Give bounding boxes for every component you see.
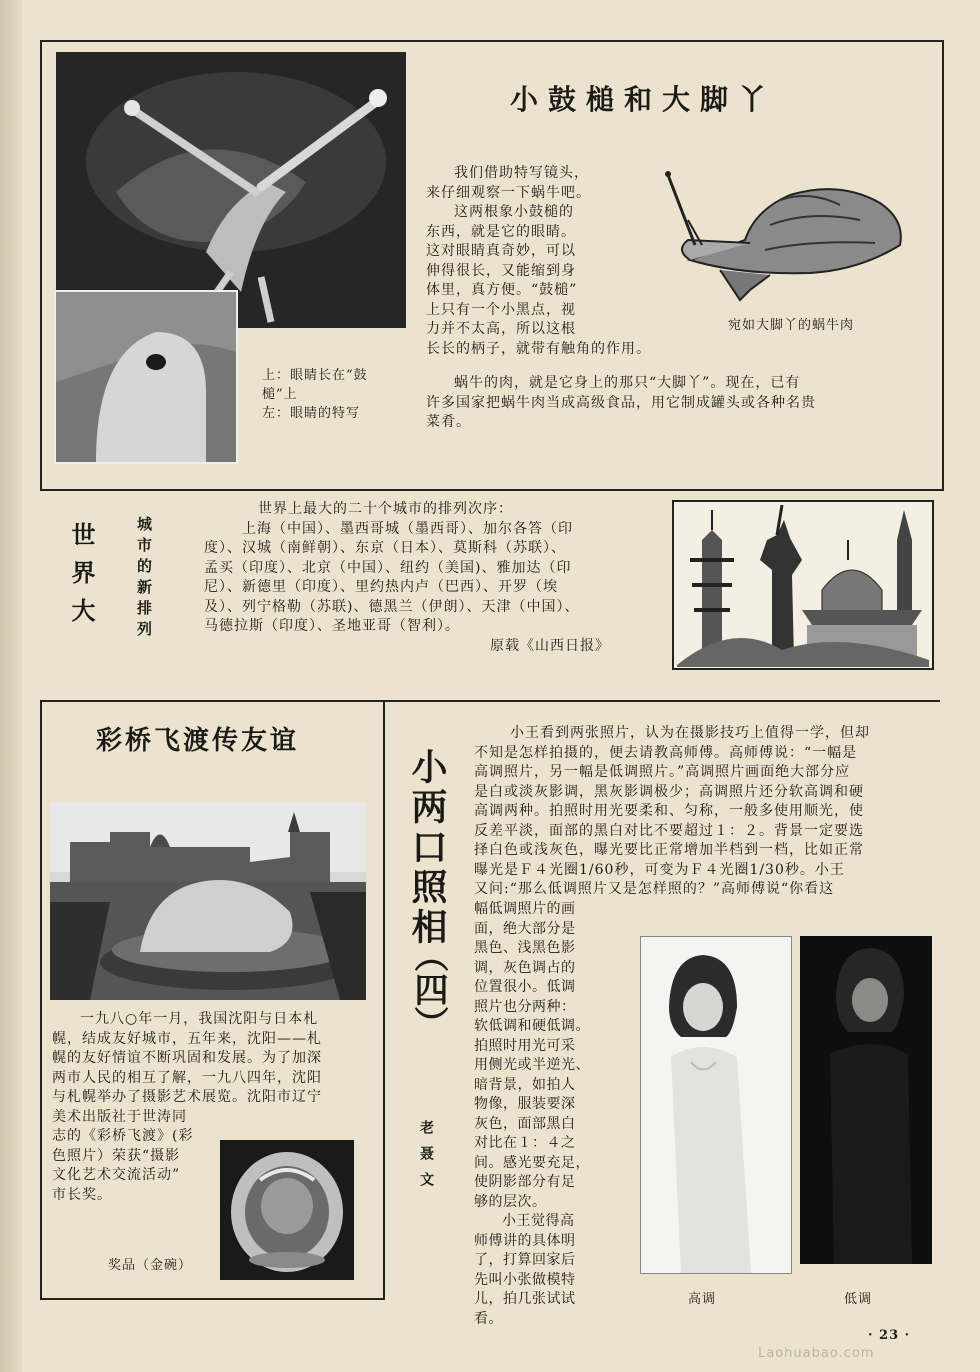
text-line: 软低调和硬低调。 [474, 1018, 590, 1034]
text-line: 幌，结成友好城市，五年来，沈阳——札 [52, 1030, 322, 1047]
cities-vertical-subtitle: 城市的新排列 [135, 516, 153, 642]
text-line: 幅低调照片的画 [474, 901, 576, 917]
text-line: 许多国家把蜗牛肉当成高级食品，用它制成罐头或各种名贵 [426, 394, 816, 411]
text-line: 又问:“那么低调照片又是怎样照的？”高师傅说“你看这 [474, 881, 835, 897]
low-key-portrait-photo [800, 936, 932, 1264]
caption-line: 槌”上 [262, 387, 298, 402]
text-line: 美术出版社于世涛同 [52, 1108, 187, 1125]
snail-article-title: 小鼓槌和大脚丫 [510, 83, 777, 116]
text-line: 儿，拍几张试试 [474, 1291, 576, 1307]
text-line: 先叫小张做模特 [474, 1271, 576, 1288]
text-line: 是白或淡灰影调，黑灰影调极少；高调照片还分软高调和硬 [474, 783, 864, 800]
text-line: 这对眼睛真奇妙，可以 [426, 243, 576, 259]
snail-drawing-caption: 宛如大脚丫的蜗牛肉 [728, 318, 855, 333]
photo-article-author: 老聂文 [418, 1120, 434, 1198]
snail-eye-closeup-photo [54, 290, 238, 464]
text-line: 对比在１：４之 [474, 1135, 576, 1151]
text-line: 小王看到两张照片，认为在摄影技巧上值得一学，但却 [510, 725, 870, 741]
bridge-article-title: 彩桥飞渡传友谊 [96, 726, 300, 756]
text-line: 两市人民的相互了解，一九八四年，沈阳 [52, 1069, 322, 1086]
text-line: 看。 [474, 1310, 503, 1327]
text-line: 伸得很长，又能缩到身 [426, 262, 576, 279]
text-line: 世界上最大的二十个城市的排列次序： [258, 501, 513, 517]
text-line: 小王觉得高 [502, 1213, 575, 1229]
text-line: 物像，服装要深 [474, 1096, 576, 1112]
text-line: 马德拉斯（印度）、圣地亚哥（智利）。 [204, 618, 460, 634]
text-line: 够的层次。 [474, 1193, 547, 1210]
text-line: 位置很小。低调 [474, 979, 576, 995]
text-line: 使阴影部分有足 [474, 1174, 576, 1190]
gold-bowl-prize-photo [220, 1140, 354, 1280]
text-line: 面，绝大部分是 [474, 920, 576, 937]
high-key-caption: 高调 [688, 1292, 717, 1307]
text-line: 间。感光要充足， [474, 1154, 590, 1171]
text-line: 一九八○年一月，我国沈阳与日本札 [80, 1011, 319, 1027]
text-line: 力并不太高，所以这根 [426, 321, 576, 337]
photo-article-body-wide [474, 724, 944, 900]
page-binding-edge [0, 0, 22, 1372]
watermark: Laohuabao.com [758, 1346, 875, 1361]
low-key-caption: 低调 [844, 1292, 873, 1307]
text-line: 高调照片，另一幅是低调照片。”高调照片画面绝大部分应 [474, 764, 851, 780]
high-key-portrait-photo [640, 936, 792, 1274]
text-line: 照片也分两种： [474, 998, 576, 1015]
text-line: 师傅讲的具体明 [474, 1232, 576, 1249]
text-line: 我们借助特写镜头， [454, 165, 589, 181]
caption-line: 上：眼睛长在“鼓 [262, 368, 368, 383]
text-line: 市长奖。 [52, 1186, 112, 1203]
text-line: 及）、列宁格勒（苏联)、德黑兰（伊朗）、天津（中国）、 [204, 598, 580, 615]
world-landmarks-drawing [672, 500, 934, 670]
text-line: 暗背景，如拍人 [474, 1076, 576, 1093]
caption-line: 左：眼睛的特写 [262, 406, 361, 421]
text-line: 与札幌举办了摄影艺术展览。沈阳市辽宁 [52, 1089, 322, 1105]
text-line: 拍照时用光可采 [474, 1037, 576, 1054]
cities-source: 原载《山西日报》 [490, 637, 610, 654]
text-line: 文化艺术交流活动” [52, 1167, 181, 1183]
text-line: 上海（中国）、墨西哥城（墨西哥）、加尔各答（印 [242, 520, 573, 537]
snail-article-body-wide [426, 374, 926, 433]
text-line: 孟买（印度）、北京（中国）、纽约（美国)、雅加达（印 [204, 559, 572, 576]
text-line: 了，打算回家后 [474, 1252, 576, 1268]
text-line: 尼）、新德里（印度）、里约热内卢（巴西）、开罗（埃 [204, 579, 558, 595]
snail-photo-caption [262, 366, 412, 423]
text-line: 东西，就是它的眼睛。 [426, 223, 576, 240]
text-line: 度）、汉城（南鲜朝）、东京（日本）、莫斯科（苏联）、 [204, 540, 566, 556]
cities-vertical-title: 世界大 [67, 522, 96, 636]
text-line: 蜗牛的肉，就是它身上的那只“大脚丫”。现在，已有 [454, 375, 801, 391]
cities-list-text [204, 500, 664, 656]
text-line: 不知是怎样拍摄的，便去请教高师傅。高师傅说：“一幅是 [474, 744, 858, 761]
text-line: 调，灰色调占的 [474, 959, 576, 976]
lower-section-top-rule [40, 700, 940, 702]
text-line: 用侧光或半逆光、 [474, 1057, 590, 1073]
prize-caption: 奖品（金碗） [108, 1258, 193, 1273]
photo-article-part: （四） [408, 938, 448, 1040]
text-line: 来仔细观察一下蜗牛吧。 [426, 184, 591, 201]
text-line: 曝光是Ｆ４光圈1/60秒，可变为Ｆ４光圈1/30秒。小王 [474, 861, 845, 878]
photo-article-vertical-title: 小两口照相 [406, 748, 448, 948]
snail-article-body-narrow [426, 164, 666, 359]
shenyang-fountain-photo [50, 802, 366, 1000]
page-number: · 23 · [868, 1328, 911, 1343]
text-line: 菜肴。 [426, 414, 471, 430]
text-line: 择白色或浅灰色，曝光要比正常增加半档到一档，比如正常 [474, 842, 864, 858]
text-line: 高调两种。拍照时用光要柔和、匀称，一般多使用顺光，使 [474, 803, 864, 819]
text-line: 色照片）荣获“摄影 [52, 1147, 181, 1164]
text-line: 幌的友好情谊不断巩固和发展。为了加深 [52, 1050, 322, 1066]
text-line: 这两根象小鼓槌的 [454, 204, 574, 220]
text-line: 反差平淡，面部的黑白对比不要超过１：２。背景一定要选 [474, 822, 864, 839]
text-line: 黑色、浅黑色影 [474, 940, 576, 956]
text-line: 长长的柄子，就带有触角的作用。 [426, 340, 651, 357]
lower-section-divider [383, 700, 385, 1300]
text-line: 灰色，面部黑白 [474, 1115, 576, 1132]
photo-article-body-narrow [474, 900, 624, 1329]
snail-eye-photo [56, 52, 406, 328]
lower-left-bottom-rule [40, 1298, 385, 1300]
text-line: 体里，真方便。“鼓槌” [426, 282, 578, 298]
lower-section-left-rule [40, 700, 42, 1300]
snail-drawing [660, 165, 910, 305]
text-line: 上只有一个小黑点，视 [426, 301, 576, 318]
text-line: 志的《彩桥飞渡》(彩 [52, 1128, 194, 1144]
